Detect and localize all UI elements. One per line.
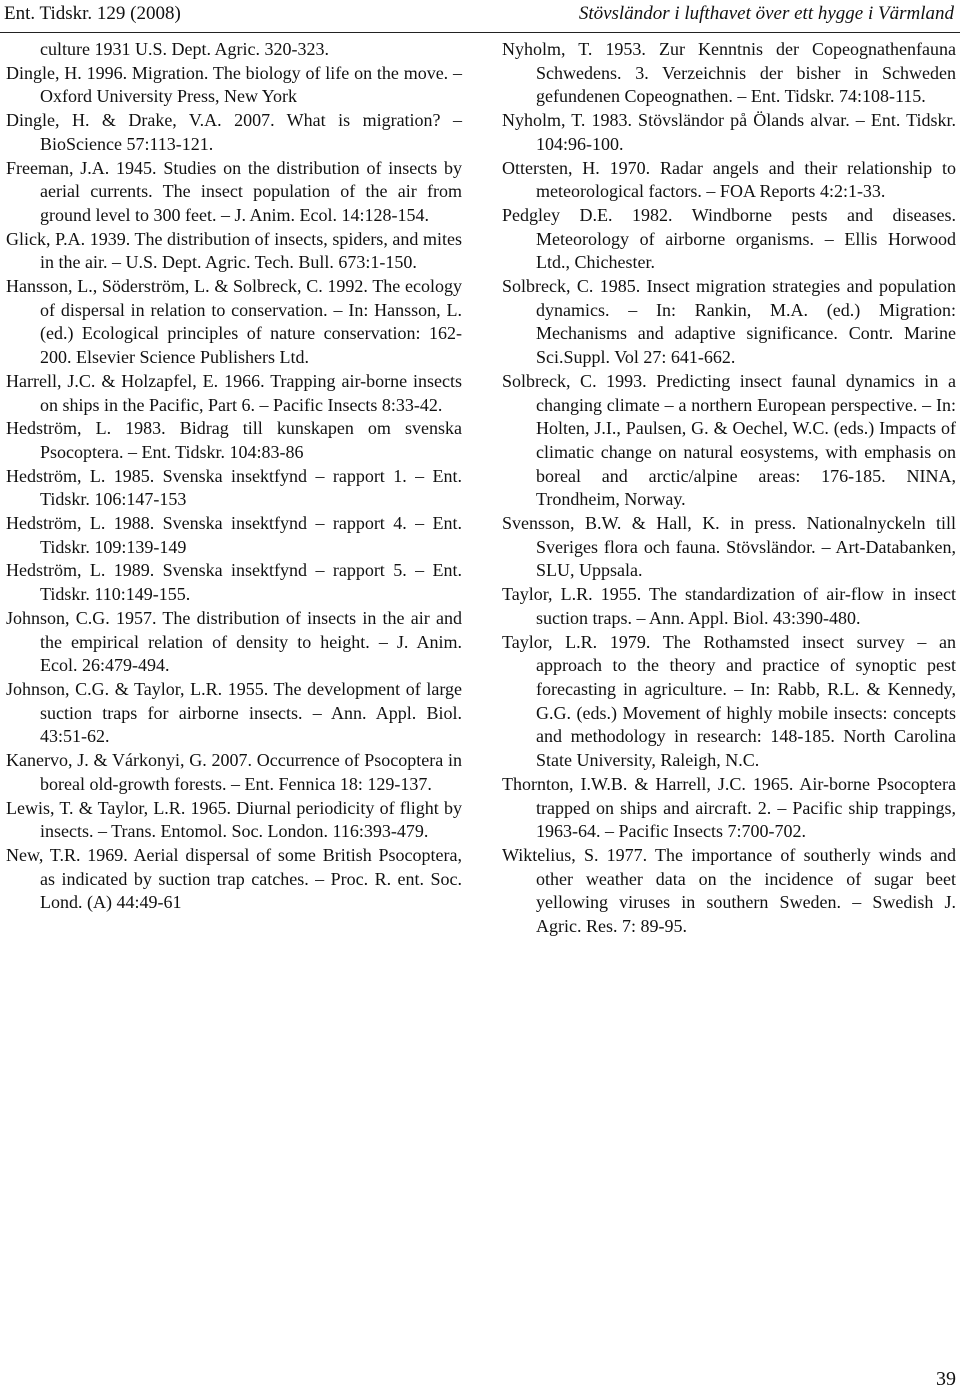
reference-entry: Hedström, L. 1988. Svenska insektfynd – rapport 4. – Ent. Tidskr. 109:139-149 <box>6 513 462 557</box>
header-rule <box>0 32 960 33</box>
reference-entry: Glick, P.A. 1939. The distribution of insects, spiders, and mites in the air. – U.S. Dept. Agric. Tech. Bull. 673:1-150. <box>6 228 462 273</box>
reference-entry: Svensson, B.W. & Hall, K. in press. Nationalnyckeln till Sveriges flora och fauna. Stövsländor. – Art-Databanken, SLU, Uppsala. <box>502 513 956 581</box>
reference-entry: Harrell, J.C. & Holzapfel, E. 1966. Trapping air-borne insects on ships in the Pacific, Part 6. – Pacific Insects 8:33-42. <box>6 370 462 415</box>
journal-citation: Ent. Tidskr. 129 (2008) <box>4 3 181 24</box>
running-title: Stövsländor i lufthavet över ett hygge i Värmland <box>578 3 954 24</box>
reference-entry: Pedgley D.E. 1982. Windborne pests and diseases. Meteorology of airborne organisms. – Ellis Horwood Ltd., Chichester. <box>502 204 956 273</box>
references-column-left <box>6 38 462 915</box>
reference-entry: Hedström, L. 1983. Bidrag till kunskapen om svenska Psocoptera. – Ent. Tidskr. 104:83-86 <box>6 418 462 462</box>
reference-entry: New, T.R. 1969. Aerial dispersal of some British Psocoptera, as indicated by suction trap catches. – Proc. R. ent. Soc. Lond. (A) 44:49-61 <box>6 844 462 913</box>
references-column-right <box>502 38 956 939</box>
reference-entry: Thornton, I.W.B. & Harrell, J.C. 1965. Air-borne Psocoptera trapped on ships and aircraft. 2. – Pacific ship trappings, 1963-64. – Pacific Insects 7:700-702. <box>502 773 956 842</box>
reference-entry: Wiktelius, S. 1977. The importance of southerly winds and other weather data on the incidence of sugar beet yellowing viruses in southern Sweden. – Swedish J. Agric. Res. 7: 89-95. <box>502 844 956 937</box>
reference-entry: Hedström, L. 1989. Svenska insektfynd – rapport 5. – Ent. Tidskr. 110:149-155. <box>6 560 462 605</box>
reference-entry: Solbreck, C. 1993. Predicting insect faunal dynamics in a changing climate – a northern European perspective. – In: Holten, J.I., Paulsen, G. & Oechel, W.C. (eds.) Impacts of climatic change on natural eosystems, with emphasis on boreal and arctic/alpine areas: 176-185. NINA, Trondheim, Norway. <box>502 370 956 510</box>
reference-entry: Nyholm, T. 1983. Stövsländor på Ölands alvar. – Ent. Tidskr. 104:96-100. <box>502 110 956 154</box>
page-number: 39 <box>936 1368 956 1390</box>
reference-entry: Freeman, J.A. 1945. Studies on the distribution of insects by aerial currents. The insect population of the air from ground level to 300 feet. – J. Anim. Ecol. 14:128-154. <box>6 157 462 225</box>
reference-entry: Ottersten, H. 1970. Radar angels and their relationship to meteorological factors. – FOA Reports 4:2:1-33. <box>502 157 956 202</box>
reference-entry: Johnson, C.G. & Taylor, L.R. 1955. The development of large suction traps for airborne insects. – Ann. Appl. Biol. 43:51-62. <box>6 678 462 747</box>
reference-entry: Dingle, H. 1996. Migration. The biology of life on the move. – Oxford University Press, New York <box>6 62 462 107</box>
reference-entry: Taylor, L.R. 1979. The Rothamsted insect survey – an approach to the theory and practice of synoptic pest forecasting in agriculture. – In: Rabb, R.L. & Kennedy, G.G. (eds.) Movement of highly mobile insects: concepts and methodology in research: 148-185. North Carolina State University, Raleigh, N.C. <box>502 631 956 771</box>
reference-entry: Johnson, C.G. 1957. The distribution of insects in the air and the empirical relation of density to height. – J. Anim. Ecol. 26:479-494. <box>6 607 462 676</box>
reference-entry: Kanervo, J. & Várkonyi, G. 2007. Occurrence of Psocoptera in boreal old-growth forests. – Ent. Fennica 18: 129-137. <box>6 750 462 794</box>
reference-entry: Hansson, L., Söderström, L. & Solbreck, C. 1992. The ecology of dispersal in relation to conservation. – In: Hansson, L. (ed.) Ecological principles of nature conservation: 162-200. Elsevier Science Publishers Ltd. <box>6 276 462 368</box>
reference-entry: Lewis, T. & Taylor, L.R. 1965. Diurnal periodicity of flight by insects. – Trans. Entomol. Soc. London. 116:393-479. <box>6 797 462 842</box>
reference-entry: Dingle, H. & Drake, V.A. 2007. What is migration? – BioScience 57:113-121. <box>6 110 462 154</box>
reference-entry: Solbreck, C. 1985. Insect migration strategies and population dynamics. – In: Rankin, M.A. (ed.) Migration: Mechanisms and adaptive significance. Contr. Marine Sci.Suppl. Vol 27: 641-662. <box>502 276 956 368</box>
reference-entry: Nyholm, T. 1953. Zur Kenntnis der Copeognathenfauna Schwedens. 3. Verzeichnis der bisher in Schweden gefundenen Copeognathen. – Ent. Tidskr. 74:108-115. <box>502 39 956 107</box>
reference-entry: Taylor, L.R. 1955. The standardization of air-flow in insect suction traps. – Ann. Appl. Biol. 43:390-480. <box>502 584 956 628</box>
reference-entry: culture 1931 U.S. Dept. Agric. 320-323. <box>40 39 329 59</box>
reference-entry: Hedström, L. 1985. Svenska insektfynd – rapport 1. – Ent. Tidskr. 106:147-153 <box>6 465 462 510</box>
